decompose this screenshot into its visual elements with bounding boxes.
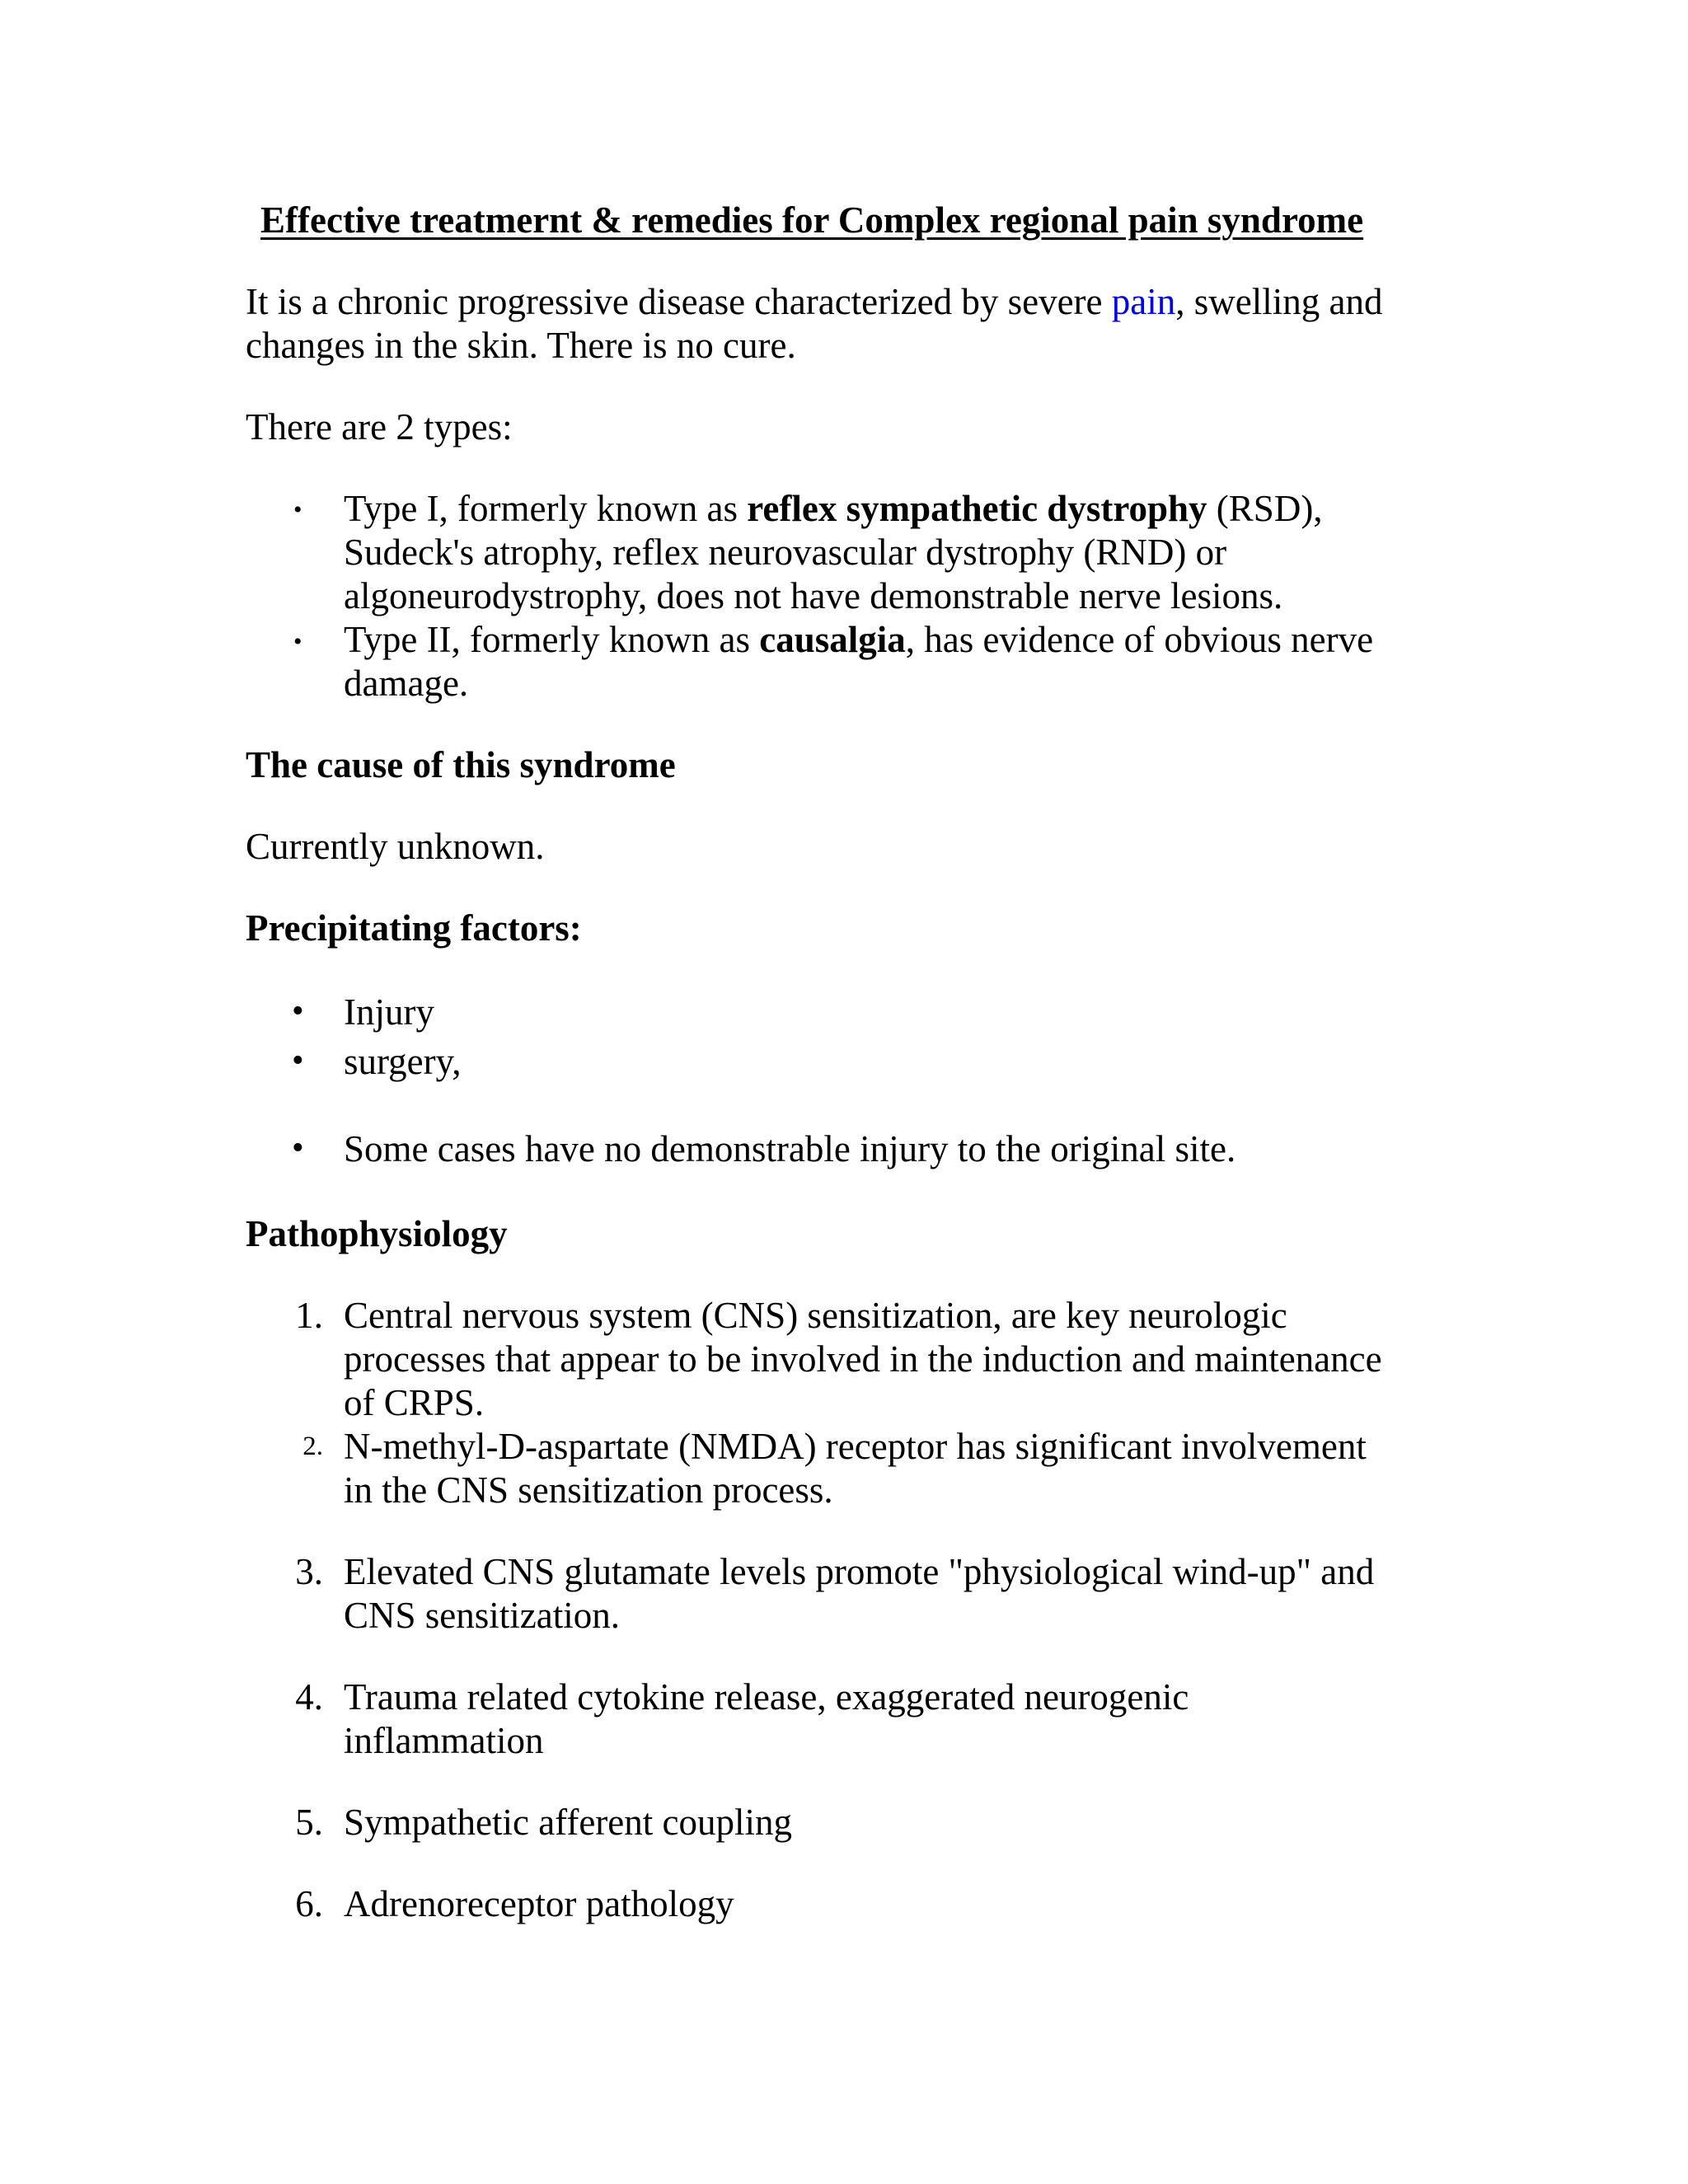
- type-2-line-2: damage.: [344, 663, 469, 704]
- patho-6-line-1: Adrenoreceptor pathology: [344, 1883, 734, 1924]
- factor-item: Some cases have no demonstrable injury to the original site.: [344, 1128, 1236, 1169]
- list-number: 5.: [295, 1802, 323, 1843]
- patho-4-line-1: Trauma related cytokine release, exaggerated neurogenic: [344, 1676, 1189, 1718]
- type-1-abbr: (RSD),: [1207, 488, 1323, 529]
- intro-text-after-link: , swelling and: [1175, 281, 1383, 322]
- factor-item: Injury: [344, 991, 434, 1033]
- patho-1-line-2: processes that appear to be involved in the induction and maintenance: [344, 1338, 1382, 1380]
- bullet-icon: •: [293, 628, 302, 655]
- cause-heading: The cause of this syndrome: [246, 744, 676, 785]
- patho-3-line-1: Elevated CNS glutamate levels promote "physiological wind-up" and: [344, 1551, 1375, 1592]
- type-1-text: Type I, formerly known as: [344, 488, 748, 529]
- bullet-icon: •: [292, 1129, 304, 1167]
- list-number: 4.: [295, 1676, 323, 1718]
- intro-line-2: changes in the skin. There is no cure.: [246, 325, 796, 366]
- type-2-term: causalgia: [759, 619, 906, 660]
- factor-item: surgery,: [344, 1041, 462, 1082]
- type-2-rest: , has evidence of obvious nerve: [905, 619, 1374, 660]
- type-2-line-1: [344, 617, 1373, 662]
- bullet-icon: •: [292, 1042, 304, 1080]
- patho-5-line-1: Sympathetic afferent coupling: [344, 1802, 792, 1843]
- bullet-icon: •: [292, 992, 304, 1030]
- patho-2-line-2: in the CNS sensitization process.: [344, 1469, 833, 1511]
- page-title: Effective treatmernt & remedies for Complex regional pain syndrome: [260, 199, 1364, 241]
- patho-1-line-3: of CRPS.: [344, 1382, 485, 1423]
- patho-3-line-2: CNS sensitization.: [344, 1595, 620, 1636]
- list-number: 6.: [295, 1883, 323, 1924]
- factors-heading: Precipitating factors:: [246, 907, 582, 949]
- list-number: 3.: [295, 1551, 323, 1592]
- type-2-text: Type II, formerly known as: [344, 619, 760, 660]
- intro-line-1: [246, 279, 1382, 324]
- intro-text-before-link: It is a chronic progressive disease characterized by severe: [246, 281, 1112, 322]
- patho-4-line-2: inflammation: [344, 1720, 544, 1761]
- patho-1-line-1: Central nervous system (CNS) sensitization, are key neurologic: [344, 1295, 1287, 1336]
- patho-2-line-1: N-methyl-D-aspartate (NMDA) receptor has significant involvement: [344, 1426, 1367, 1467]
- pain-link[interactable]: pain: [1111, 281, 1176, 322]
- type-1-line-3: algoneurodystrophy, does not have demonstrable nerve lesions.: [344, 575, 1283, 616]
- cause-text: Currently unknown.: [246, 826, 545, 867]
- type-1-line-2: Sudeck's atrophy, reflex neurovascular dystrophy (RND) or: [344, 532, 1227, 573]
- type-1-term: reflex sympathetic dystrophy: [747, 488, 1207, 529]
- pathophysiology-heading: Pathophysiology: [246, 1213, 508, 1254]
- list-number: 1.: [295, 1295, 323, 1336]
- list-number: 2.: [302, 1432, 323, 1461]
- bullet-icon: •: [293, 496, 302, 523]
- type-1-line-1: [344, 486, 1323, 531]
- types-intro: There are 2 types:: [246, 406, 513, 448]
